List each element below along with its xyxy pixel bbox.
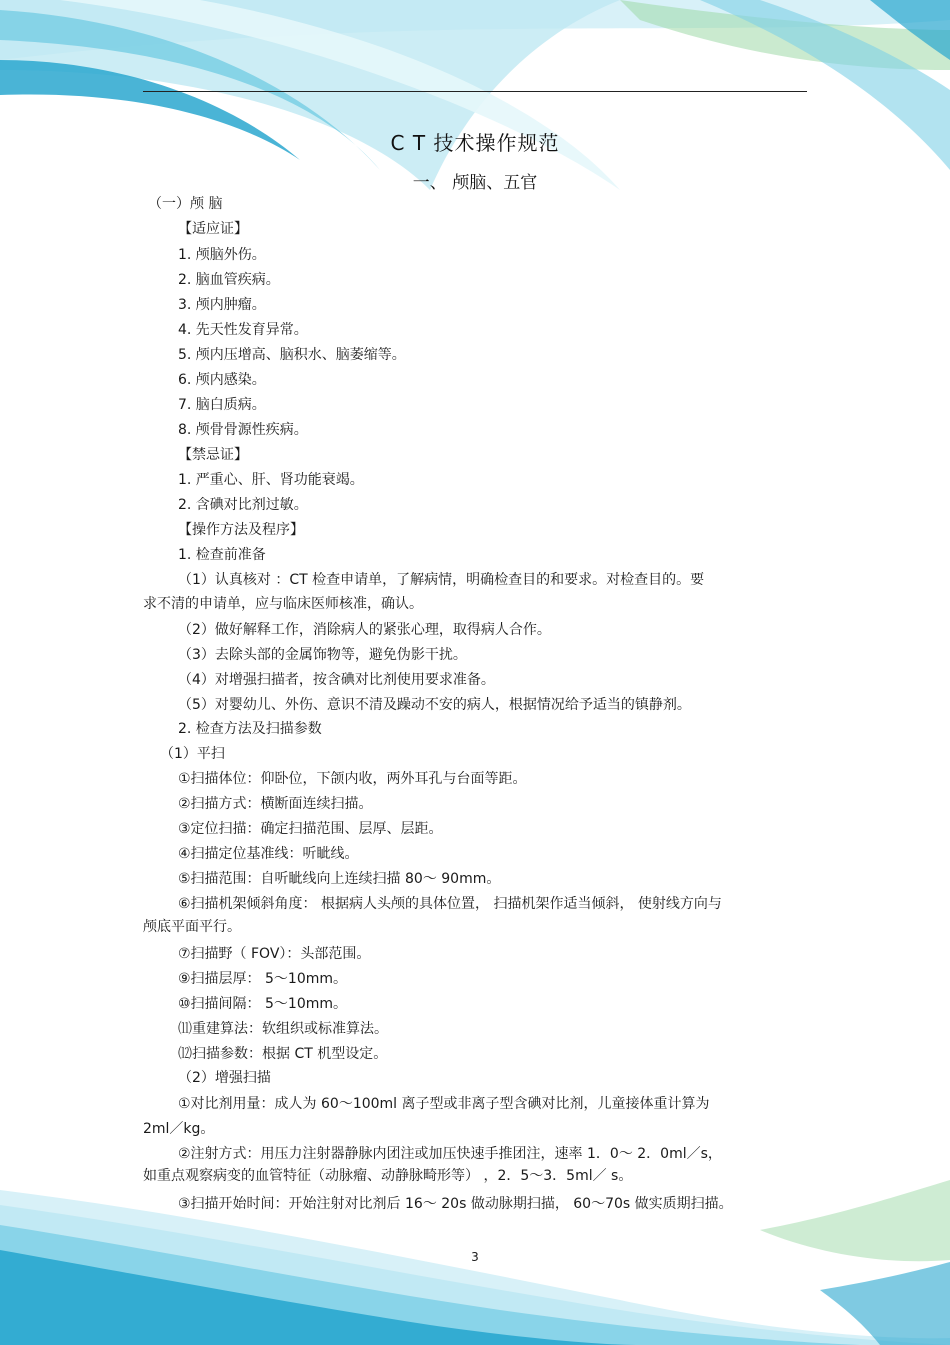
- prep-item: （4）对增强扫描者，按含碘对比剂使用要求准备。: [178, 672, 495, 688]
- page-title: C T 技术操作规范: [390, 131, 560, 155]
- plain-scan-item: ⑩扫描间隔： 5～10mm。: [178, 996, 347, 1012]
- enhanced-scan-item-continued: 如重点观察病变的血管特征（动脉瘤、动静脉畸形等） ，2．5～3．5ml／ s。: [143, 1168, 633, 1184]
- indications-heading: 【适应证】: [178, 221, 248, 237]
- indication-item: 2. 脑血管疾病。: [178, 272, 280, 288]
- plain-scan-item: ⑦扫描野（ FOV）：头部范围。: [178, 946, 371, 962]
- enhanced-scan-item-continued: 2ml／kg。: [143, 1121, 215, 1137]
- plain-scan-item: ④扫描定位基准线：听眦线。: [178, 846, 359, 862]
- plain-scan-item: ③定位扫描：确定扫描范围、层厚、层距。: [178, 821, 443, 837]
- plain-scan-item-continued: 颅底平面平行。: [143, 919, 241, 935]
- plain-scan-item: ⑿扫描参数：根据 CT 机型设定。: [178, 1046, 388, 1062]
- plain-scan-item: ⑤扫描范围：自听眦线向上连续扫描 80～ 90mm。: [178, 871, 501, 887]
- indication-item: 7. 脑白质病。: [178, 397, 266, 413]
- plain-scan-item: ⑥扫描机架倾斜角度： 根据病人头颅的具体位置， 扫描机架作适当倾斜， 使射线方向与: [178, 896, 722, 912]
- indication-item: 1. 颅脑外伤。: [178, 247, 266, 263]
- enhanced-scan-item: ②注射方式：用压力注射器静脉内团注或加压快速手推团注，速率 1．0～ 2．0ml／s，: [178, 1146, 722, 1162]
- enhanced-scan-item: ③扫描开始时间：开始注射对比剂后 16～ 20s 做动脉期扫描， 60～70s 做实质期扫描。: [178, 1196, 733, 1212]
- indication-item: 3. 颅内肿瘤。: [178, 297, 266, 313]
- indication-item: 6. 颅内感染。: [178, 372, 266, 388]
- plain-scan-item: ⑾重建算法：软组织或标准算法。: [178, 1021, 388, 1037]
- plain-scan-item: ①扫描体位：仰卧位，下颌内收，两外耳孔与台面等距。: [178, 771, 527, 787]
- enhanced-scan-item: ①对比剂用量：成人为 60～100ml 离子型或非离子型含碘对比剂，儿童接体重计算为: [178, 1096, 710, 1112]
- contraindications-heading: 【禁忌证】: [178, 447, 248, 463]
- prep-item: （5）对婴幼儿、外伤、意识不清及躁动不安的病人，根据情况给予适当的镇静剂。: [178, 697, 691, 713]
- prep-heading: 1. 检查前准备: [178, 547, 266, 563]
- page-number: 3: [471, 1250, 479, 1264]
- prep-item: （3）去除头部的金属饰物等，避免伪影干扰。: [178, 647, 467, 663]
- contraindication-item: 2. 含碘对比剂过敏。: [178, 497, 308, 513]
- indication-item: 5. 颅内压增高、脑积水、脑萎缩等。: [178, 347, 406, 363]
- prep-item-continued: 求不清的申请单，应与临床医师核准，确认。: [143, 596, 423, 612]
- subsection-heading: （一）颅 脑: [148, 196, 223, 212]
- prep-item: （1）认真核对 ：CT 检查申请单，了解病情，明确检查目的和要求。对检查目的。要: [178, 572, 705, 588]
- plain-scan-item: ⑨扫描层厚： 5～10mm。: [178, 971, 347, 987]
- plain-scan-heading: （1）平扫: [160, 746, 225, 762]
- procedure-heading: 【操作方法及程序】: [178, 522, 304, 538]
- method-heading: 2. 检查方法及扫描参数: [178, 721, 322, 737]
- enhanced-scan-heading: （2）增强扫描: [178, 1070, 271, 1086]
- indication-item: 4. 先天性发育异常。: [178, 322, 308, 338]
- prep-item: （2）做好解释工作，消除病人的紧张心理，取得病人合作。: [178, 622, 551, 638]
- contraindication-item: 1. 严重心、肝、肾功能衰竭。: [178, 472, 364, 488]
- section-title: 一、 颅脑、五官: [412, 173, 538, 193]
- plain-scan-item: ②扫描方式：横断面连续扫描。: [178, 796, 373, 812]
- indication-item: 8. 颅骨骨源性疾病。: [178, 422, 308, 438]
